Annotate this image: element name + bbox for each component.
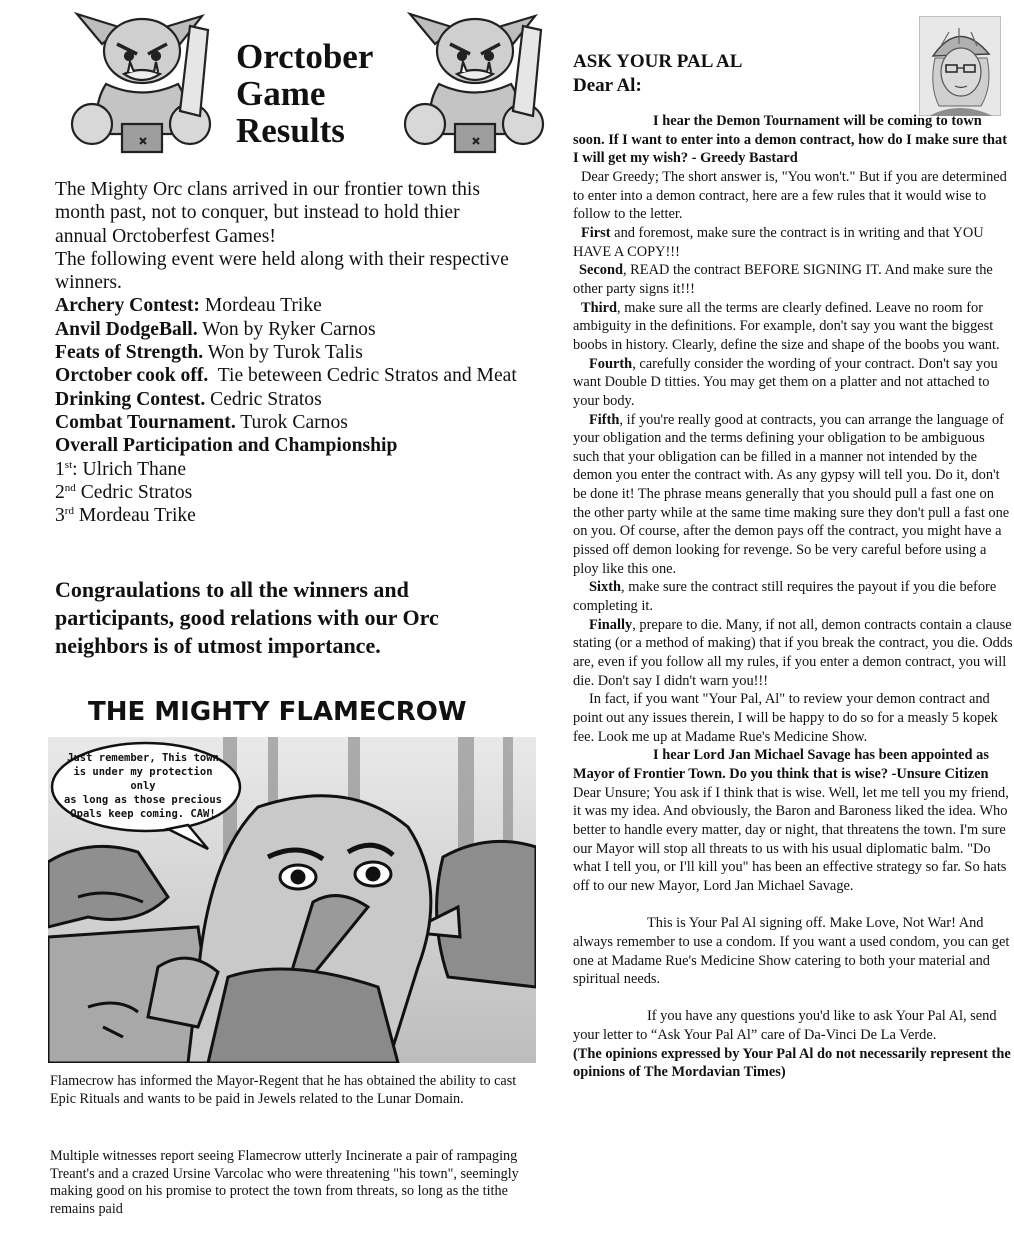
placing-first [55, 458, 535, 481]
placing-number: 1 [55, 458, 65, 480]
result-cook-off [55, 364, 535, 387]
result-combat-tournament [55, 411, 535, 434]
result-anvil-dodgeball [55, 318, 535, 341]
contact-info: If you have any questions you'd like to ask Your Pal Al, send your letter to “Ask Your Pal Al” care of Da-Vinci De La Verde. [573, 1008, 997, 1044]
placing-name: Cedric Stratos [75, 481, 193, 503]
reader-question-2: I hear Lord Jan Michael Savage has been appointed as Mayor of Frontier Town. Do you think that is wise? -Unsure Citizen [573, 747, 989, 782]
placing-number: 3 [55, 505, 65, 527]
answer-intro: Dear Greedy; The short answer is, "You won't." But if you are determined to enter into a demon contract, here are a few rules that it would wise to follow to the letter. [573, 168, 1007, 223]
comic-caption-1: Flamecrow has informed the Mayor-Regent that he has obtained the ability to cast Epic Rituals and wants to be paid in Jewels related to the Lunar Domain. [50, 1073, 517, 1107]
rule-label: Sixth [589, 579, 621, 596]
spacer [573, 896, 1013, 915]
event-name: Combat Tournament. [55, 411, 236, 433]
rule-label: First [581, 224, 611, 241]
placing-number: 2 [55, 481, 65, 503]
columnist-portrait [919, 16, 1001, 116]
rule-text: , make sure the contract still requires the payout if you die before completing it. [573, 579, 997, 615]
rule-text: , if you're really good at contracts, you can arrange the language of your obligation and the terms defining your obligation to be ambiguous such that your obligation can be filled in a manner not intended by the demon you enter the contract with. As any gypsy will tell you. Do it, don't be done it! The phrase means generally that you should pull a fast one on the other party while at the same time making sure they don't pull a fast one on you. Of course, after the demon pays off the contract, you might have a pissed off demon looking for revenge. So be very careful before using a ploy like this one. [573, 411, 1010, 577]
rule-text: , make sure all the terms are clearly defined. Leave no room for ambiguity in the definitions. For example, don't say you want the biggest boobs in history. Clearly, define the size and shape of the boobs you want. [573, 299, 1000, 353]
signoff: This is Your Pal Al signing off. Make Love, Not War! And always remember to use a condom. If you want a used condom, you can get one at Madame Rue's Medicine Show catering to both your material and spiritual needs. [573, 915, 1010, 988]
speech-line: as long as those precious [63, 794, 223, 806]
event-winner: Mordeau Trike [199, 295, 322, 317]
rule-fifth [573, 411, 1013, 579]
column-title: ASK YOUR PAL AL [573, 51, 743, 72]
answer-2: Dear Unsure; You ask if I think that is wise. Well, let me tell you my friend, it was my idea. And obviously, the Baron and Baroness liked the idea. Who better to handle every matter, day or night, that threatens the town. I'm sure our Mayor will stop all threats to us with his usual diplomatic balm. "Do what I tell you, or I'll kill you" has been an effective strategy so far. So hats off to our new Mayor, Lord Jan Michael Savage. [573, 784, 1009, 894]
review-offer: In fact, if you want "Your Pal, Al" to review your demon contract and point out any issues therein, I will be happy to do so for a measly 5 kopek fee. Look me up at Madame Rue's Medicine Show. [573, 691, 998, 745]
event-winner: Turok Carnos [235, 411, 348, 433]
rule-second [573, 261, 1013, 298]
event-name: Feats of Strength. [55, 342, 204, 364]
overall-heading [55, 434, 535, 457]
games-results [55, 178, 535, 527]
title-line: Game [236, 74, 326, 113]
placing-suffix: rd [64, 505, 74, 518]
rule-label: Finally [589, 616, 633, 633]
congratulations-message: Congraulations to all the winners and participants, good relations with our Orc neighbors is of utmost importance. [55, 577, 439, 658]
intro-line: month past, not to conquer, but instead to hold thier [55, 202, 460, 224]
rule-text: , prepare to die. Many, if not all, demon contracts contain a clause stating (or a method of making) that if you break the contract, you die. Odds are, even if you follow all my rules, if you enter a demon contract, you will die. Don't say I didn't warn you!!! [573, 616, 1013, 689]
rule-third [573, 299, 1013, 355]
disclaimer: (The opinions expressed by Your Pal Al do not necessarily represent the opinions of The Mordavian Times) [573, 1045, 1011, 1081]
rule-fourth [573, 355, 1013, 411]
rule-text: and foremost, make sure the contract is in writing and that YOU HAVE A COPY!!! [573, 224, 984, 260]
result-feats-of-strength [55, 341, 535, 364]
event-name: Anvil DodgeBall. [55, 318, 198, 340]
event-name: Archery Contest: [55, 295, 200, 317]
event-winner: Cedric Stratos [205, 388, 322, 410]
title-line: Results [236, 111, 345, 150]
comic-caption-2: Multiple witnesses report seeing Flamecrow utterly Incinerate a pair of rampaging Treant's and a crazed Ursine Varcolac who were threatening "his town", seemingly making good on his promise to protect the town from threats, so long as the tithe remains paid [50, 1148, 519, 1217]
spacer [573, 989, 1013, 1008]
rule-sixth [573, 578, 1013, 615]
orc-warrior-illustration [395, 6, 545, 156]
advice-column-header [573, 50, 742, 98]
rule-label: Fourth [589, 355, 633, 372]
speech-line: is under my protection only [73, 766, 213, 792]
rule-label: Third [581, 299, 617, 316]
event-name: Orctober cook off. [55, 365, 209, 387]
intro-line: annual Orctoberfest Games! [55, 225, 276, 247]
placing-suffix: nd [64, 481, 76, 494]
intro-line: winners. [55, 272, 122, 294]
event-name: Drinking Contest. [55, 388, 206, 410]
salutation: Dear Al: [573, 75, 642, 96]
comic-title: THE MIGHTY FLAMECROW [88, 697, 467, 727]
speech-bubble [58, 751, 228, 821]
event-winner: Won by Turok Talis [203, 342, 363, 364]
article-title [236, 38, 386, 149]
result-archery [55, 294, 535, 317]
speech-line: Opals keep coming. CAW! [70, 808, 216, 820]
result-drinking-contest [55, 388, 535, 411]
rule-finally [573, 616, 1013, 691]
placing-name: Mordeau Trike [73, 505, 196, 527]
orc-warrior-illustration [62, 6, 212, 156]
event-winner: Tie beteween Cedric Stratos and Meat [208, 365, 517, 387]
rule-label: Second [579, 262, 623, 279]
rule-text: , READ the contract BEFORE SIGNING IT. And make sure the other party signs it!!! [573, 262, 993, 297]
rule-first [573, 224, 1013, 261]
event-winner: Won by Ryker Carnos [197, 318, 376, 340]
placing-suffix: st [64, 458, 73, 471]
speech-line: Just remember, This town [67, 752, 219, 764]
advice-column-body [573, 112, 1013, 1082]
reader-question-1: I hear the Demon Tournament will be coming to town soon. If I want to enter into a demon contract, how do I make sure that I will get my wish? - Greedy Bastard [573, 113, 1007, 167]
intro-line: The Mighty Orc clans arrived in our frontier town this [55, 179, 480, 200]
placing-name: : Ulrich Thane [72, 458, 187, 480]
placing-second [55, 481, 535, 504]
intro-line: The following event were held along with their respective [55, 248, 509, 270]
title-line: Orctober [236, 37, 374, 76]
rule-label: Fifth [589, 411, 620, 428]
flamecrow-comic-panel [48, 737, 536, 1063]
placing-third [55, 504, 535, 527]
overall-heading-text: Overall Participation and Championship [55, 435, 398, 457]
rule-text: , carefully consider the wording of your contract. Don't say you want Double D titties. You may get them on a platter and not attached to your body. [573, 355, 998, 409]
